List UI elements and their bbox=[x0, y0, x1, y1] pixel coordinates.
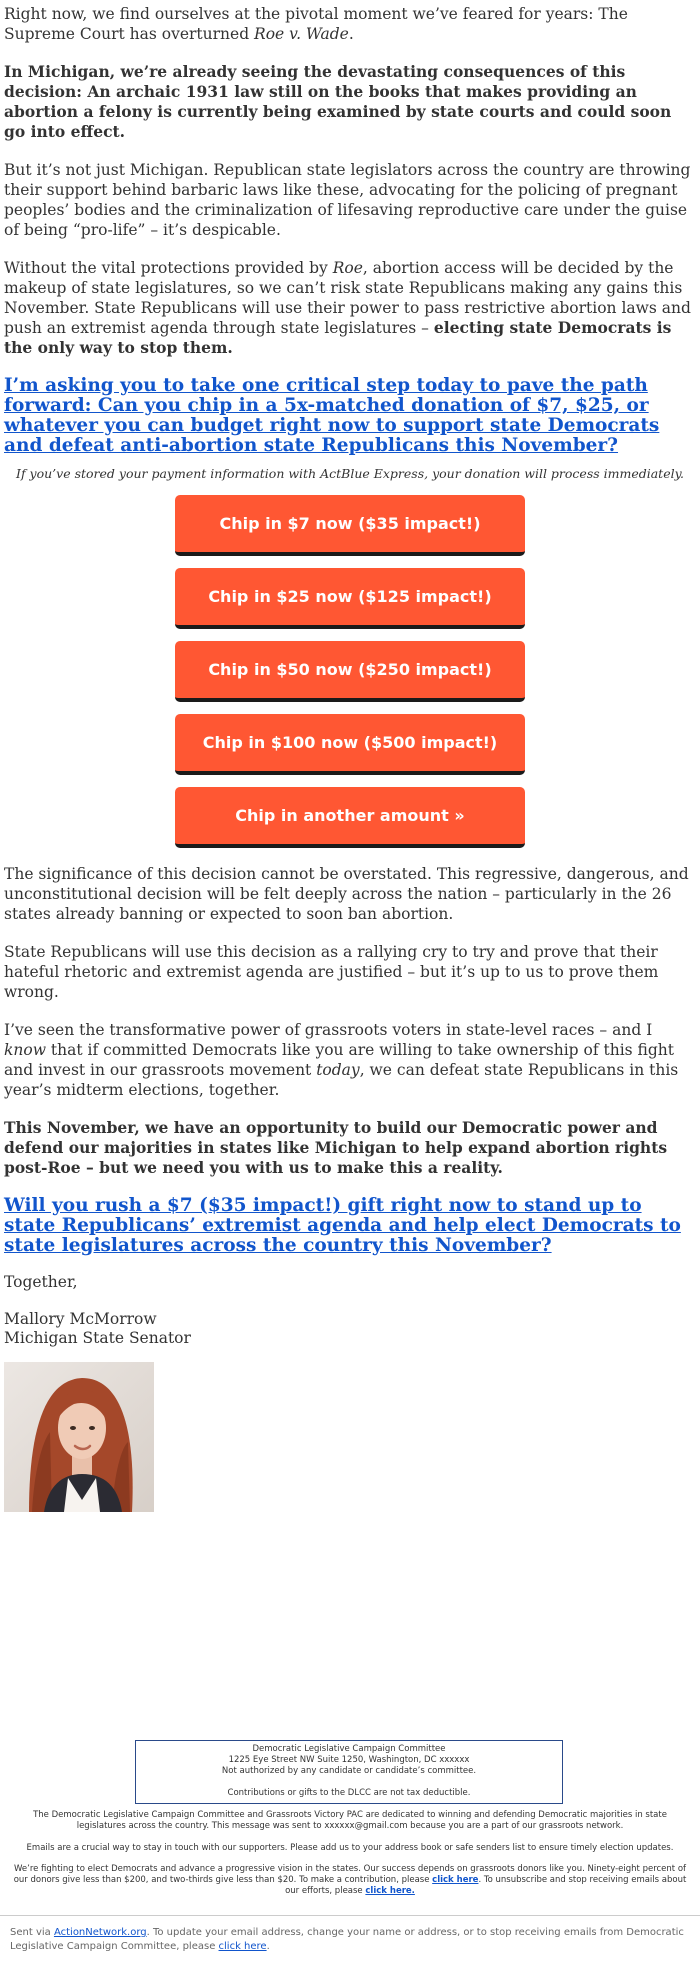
significance-paragraph: The significance of this decision cannot be overstated. This regressive, dangerous, and unconstitutional decision will be felt deeply across the nation – particularly in the 26 states already banning or expected to soon ban abortion. bbox=[4, 865, 689, 923]
chip-in-100-button[interactable]: Chip in $100 now ($500 impact!) bbox=[175, 714, 525, 775]
actionnetwork-link[interactable]: ActionNetwork.org bbox=[53, 1927, 147, 1938]
contribute-click-here-link[interactable]: click here bbox=[432, 1875, 479, 1885]
footer-gap bbox=[136, 1777, 562, 1788]
chip-in-7-button[interactable]: Chip in $7 now ($35 impact!) bbox=[175, 495, 525, 556]
signer-name: Mallory McMorrow bbox=[4, 1310, 157, 1328]
opportunity-paragraph: This November, we have an opportunity to build our Democratic power and defend our majorities in states like Michigan to help expand abortion rights post-Roe – but we need you with us to make this a reality. bbox=[4, 1118, 668, 1177]
sent-via-text-b: . To update your email address, change your name or address, or to stop receiving emails from Democratic Legislative Campaign Committee, please bbox=[10, 1927, 684, 1952]
donation-buttons bbox=[175, 495, 525, 848]
signer-photo bbox=[4, 1362, 154, 1512]
grassroots-today-italic: today bbox=[316, 1061, 360, 1079]
footer-address: 1225 Eye Street NW Suite 1250, Washington, DC xxxxxx bbox=[228, 1755, 470, 1765]
sent-via-text-c: . bbox=[266, 1941, 270, 1952]
intro-end: . bbox=[348, 25, 354, 43]
actblue-express-note: If you’ve stored your payment information with ActBlue Express, your donation will process immediately. bbox=[16, 466, 684, 481]
footer-not-authorized: Not authorized by any candidate or candidate’s committee. bbox=[221, 1766, 477, 1776]
intro-paragraph bbox=[4, 4, 696, 44]
michigan-paragraph: In Michigan, we’re already seeing the devastating consequences of this decision: An archaic 1931 law still on the books that makes providing an abortion a felony is currently being examined by state courts and could soon go into effect. bbox=[4, 62, 672, 141]
signer-title: Michigan State Senator bbox=[4, 1329, 191, 1347]
rallying-cry-paragraph: State Republicans will use this decision as a rallying cry to try and prove that their hateful rhetoric and extremist agenda are justified – but it’s up to us to prove them wrong. bbox=[4, 943, 659, 1001]
protections-text-a: Without the vital protections provided by bbox=[4, 259, 333, 277]
grassroots-text-a: I’ve seen the transformative power of grassroots voters in state-level races – and I bbox=[4, 1021, 653, 1039]
protections-bold-claim: electing state Democrats is the only way to stop them. bbox=[4, 318, 672, 357]
intro-text: Right now, we find ourselves at the pivotal moment we’ve feared for years: The Supreme Court has overturned bbox=[4, 5, 628, 43]
grassroots-text-e: , we can defeat state Republicans in this year’s midterm elections, together. bbox=[4, 1061, 679, 1099]
portrait-image bbox=[4, 1362, 154, 1512]
not-just-michigan-paragraph: But it’s not just Michigan. Republican state legislators across the country are throwing their support behind barbaric laws like these, advocating for the policing of pregnant peoples’ bodies and the criminalization of lifesaving reproductive care under the guise of being “pro-life” – it’s despicable. bbox=[4, 161, 691, 239]
grassroots-text-c: that if committed Democrats like you are willing to take ownership of this fight and invest in our grassroots movement bbox=[4, 1041, 675, 1079]
footer-address-box bbox=[135, 1740, 563, 1804]
protections-roe-italic: Roe bbox=[332, 259, 363, 277]
unsubscribe-click-here-link[interactable]: click here. bbox=[365, 1886, 415, 1896]
footer-tax-note: Contributions or gifts to the DLCC are not tax deductible. bbox=[227, 1788, 471, 1798]
sent-via-text-a: Sent via bbox=[10, 1927, 54, 1938]
footer-dedicated-text: The Democratic Legislative Campaign Committee and Grassroots Victory PAC are dedicated to winning and defending Democratic majorities in state legislatures across the country. This message was sent to xxxxxx@gmail.com because you are a part of our grassroots network. bbox=[33, 1810, 667, 1831]
grassroots-paragraph bbox=[4, 1020, 696, 1100]
update-preferences-link[interactable]: click here bbox=[218, 1941, 267, 1952]
grassroots-know-italic: know bbox=[4, 1041, 46, 1059]
protections-paragraph bbox=[4, 258, 696, 358]
intro-roe-italic: Roe v. Wade bbox=[254, 25, 349, 43]
rush-gift-link[interactable]: Will you rush a $7 ($35 impact!) gift right now to stand up to state Republicans’ extremist agenda and help elect Democrats to state legislatures across the country this November? bbox=[4, 1195, 681, 1256]
footer-fighting-text bbox=[12, 1864, 688, 1897]
sent-via-bar bbox=[0, 1915, 700, 1987]
footer-fighting-a: We’re fighting to elect Democrats and advance a progressive vision in the states. Our success depends on grassroots donors like you. Ninety-eight percent of our donors give less than $200, and two-thirds give less than $20. To make a contribution, please bbox=[13, 1864, 687, 1885]
closing-text: Together, bbox=[4, 1273, 78, 1291]
protections-text-c: , abortion access will be decided by the makeup of state legislatures, so we can’t risk state Republicans making any gains this November. State Republicans will use their power to pass restrictive abortion laws and push an extremist agenda through state legislatures – bbox=[4, 259, 691, 337]
signature-block bbox=[4, 1310, 696, 1348]
footer-fighting-b: . To unsubscribe and stop receiving emails about our efforts, please bbox=[285, 1875, 687, 1896]
chip-in-other-amount-button[interactable]: Chip in another amount » bbox=[175, 787, 525, 848]
footer-emails-note: Emails are a crucial way to stay in touch with our supporters. Please add us to your address book or safe senders list to ensure timely election updates. bbox=[26, 1843, 674, 1853]
chip-in-50-button[interactable]: Chip in $50 now ($250 impact!) bbox=[175, 641, 525, 702]
footer-org-name: Democratic Legislative Campaign Committee bbox=[252, 1744, 446, 1754]
chip-in-25-button[interactable]: Chip in $25 now ($125 impact!) bbox=[175, 568, 525, 629]
donation-ask-link[interactable]: I’m asking you to take one critical step today to pave the path forward: Can you chip in a 5x-matched donation of $7, $25, or whatever you can budget right now to support state Democrats and defeat anti-abortion state Republicans this November? bbox=[4, 375, 660, 456]
